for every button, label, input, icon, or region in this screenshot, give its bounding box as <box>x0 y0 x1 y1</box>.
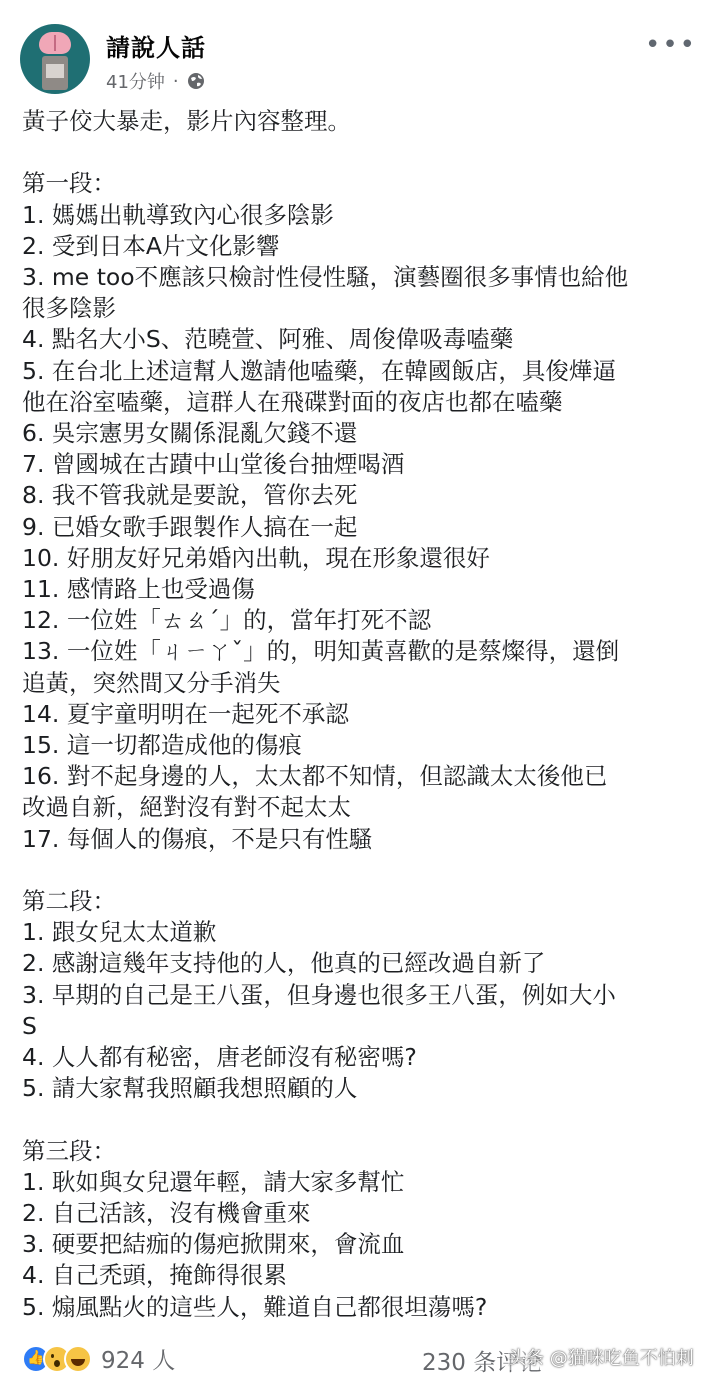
post-text-line: 14. 夏宇童明明在一起死不承認 <box>22 699 349 728</box>
post-text-line: 3. 早期的自己是王八蛋，但身邊也很多王八蛋，例如大小 <box>22 980 616 1009</box>
blank-line <box>22 137 698 168</box>
post-text-line: 4. 點名大小S、范曉萱、阿雅、周俊偉吸毒嗑藥 <box>22 325 514 354</box>
post-text-line: 1. 媽媽出軌導致內心很多陰影 <box>22 200 334 229</box>
post-text-line: 5. 請大家幫我照顧我想照顧的人 <box>22 1074 358 1103</box>
post-meta <box>106 68 205 94</box>
post-text-line: 5. 在台北上述這幫人邀請他嗑藥，在韓國飯店，具俊燁逼 <box>22 356 616 385</box>
post-title-line: 黃子佼大暴走，影片內容整理。 <box>22 107 351 135</box>
post-text-line: 10. 好朋友好兄弟婚內出軌，現在形象還很好 <box>22 543 490 572</box>
page-avatar[interactable] <box>20 24 90 94</box>
section-heading: 第二段： <box>22 887 116 916</box>
post-text-line: 15. 這一切都造成他的傷痕 <box>22 731 302 760</box>
post-text-line: 2. 自己活該，沒有機會重來 <box>22 1199 311 1228</box>
post-text-line: 4. 人人都有秘密，唐老師沒有秘密嗎? <box>22 1043 417 1072</box>
post-text-line: 追黃，突然間又分手消失 <box>22 668 281 697</box>
post-text-line: 1. 跟女兒太太道歉 <box>22 918 217 947</box>
section-heading: 第三段： <box>22 1136 116 1165</box>
post-text-line: 5. 煽風點火的這些人，難道自己都很坦蕩嗎? <box>22 1292 488 1321</box>
page-name[interactable]: 請說人話 <box>106 34 206 62</box>
post-text-line: 13. 一位姓「ㄐㄧㄚˇ」的，明知黃喜歡的是蔡燦得，還倒 <box>22 637 620 666</box>
post-text-line: 很多陰影 <box>22 294 116 323</box>
post-text-line: 4. 自己禿頭，掩飾得很累 <box>22 1261 287 1290</box>
post-text-line: 改過自新，絕對沒有對不起太太 <box>22 793 351 822</box>
post-text-line: 3. 硬要把結痂的傷疤掀開來，會流血 <box>22 1230 405 1259</box>
reaction-count[interactable]: 924 人 <box>101 1348 176 1374</box>
globe-icon[interactable] <box>187 72 205 90</box>
post-text-line: 8. 我不管我就是要說，管你去死 <box>22 481 358 510</box>
post-text-line: 17. 每個人的傷痕，不是只有性騷 <box>22 824 373 853</box>
haha-icon <box>64 1345 92 1373</box>
section-heading: 第一段： <box>22 169 116 198</box>
comments-count[interactable]: 230 条评论 <box>422 1350 543 1376</box>
post-text-line: S <box>22 1011 37 1040</box>
blank-line <box>22 855 698 886</box>
post-time[interactable]: 41分钟 <box>106 72 165 93</box>
post-text-line: 11. 感情路上也受過傷 <box>22 575 255 604</box>
trash-can-logo-icon <box>42 56 68 90</box>
post-text-line: 他在浴室嗑藥，這群人在飛碟對面的夜店也都在嗑藥 <box>22 387 563 416</box>
post-text-line: 2. 感謝這幾年支持他的人，他真的已經改過自新了 <box>22 949 546 978</box>
watermark: 头条 @猫咪吃鱼不怕刺 <box>508 1344 694 1370</box>
post-text-line: 16. 對不起身邊的人，太太都不知情，但認識太太後他已 <box>22 762 608 791</box>
blank-line <box>22 1104 698 1135</box>
reactions-bar[interactable] <box>22 1342 175 1375</box>
post-header <box>0 0 719 110</box>
more-dots-icon[interactable]: ••• <box>644 30 697 60</box>
post-body <box>22 106 698 1323</box>
post-text-line: 1. 耿如與女兒還年輕，請大家多幫忙 <box>22 1167 405 1196</box>
brain-logo-icon <box>39 32 71 54</box>
post-text-line: 7. 曾國城在古蹟中山堂後台抽煙喝酒 <box>22 450 405 479</box>
post-text-line: 3. me too不應該只檢討性侵性騷，演藝圈很多事情也給他 <box>22 263 629 291</box>
meta-separator: · <box>172 70 179 92</box>
post-text-line: 2. 受到日本A片文化影響 <box>22 231 280 260</box>
post-text-line: 6. 吳宗憲男女關係混亂欠錢不還 <box>22 419 358 448</box>
post-footer <box>0 1334 719 1379</box>
post-text-line: 12. 一位姓「ㄊㄠˊ」的，當年打死不認 <box>22 606 432 635</box>
post-text-line: 9. 已婚女歌手跟製作人搞在一起 <box>22 512 358 541</box>
